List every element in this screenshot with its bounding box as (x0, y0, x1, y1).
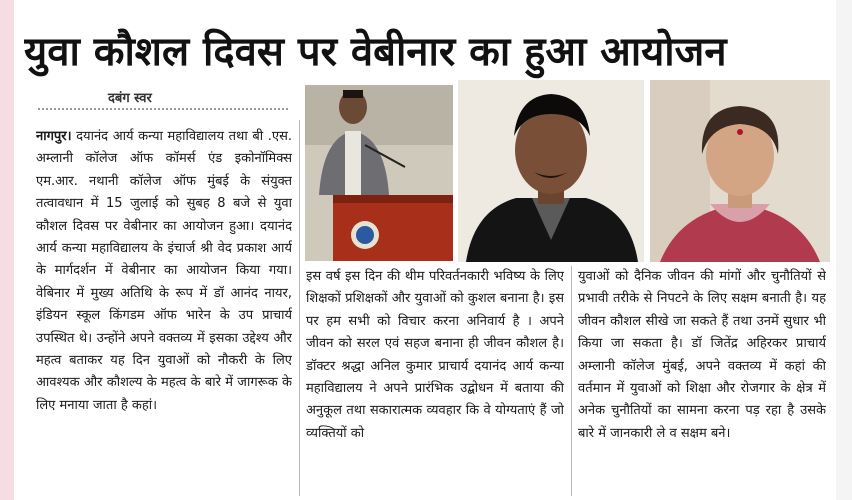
byline: दबंग स्वर (38, 88, 288, 110)
photo-portrait-man (458, 80, 644, 262)
article-column-1-text: दयानंद आर्य कन्या महाविद्यालय तथा बी .एस. अम्लानी कॉलेज ऑफ कॉमर्स एंड इकोनॉमिक्स एम.आर. नथानी कॉलेज ऑफ मुंबई के संयुक्त तत्वावधान में 15 जुलाई को सुबह 8 बजे से युवा कौशल दिवस पर वेबीनार का आयोजन हुआ। दयानंद आर्य कन्या महाविद्यालय के इंचार्ज श्री वेद प्रकाश आर्य के मार्गदर्शन में वेबीनार का आयोजन किया गया। वेबिनार में मुख्य अतिथि के रूप में डॉ आनंद नायर, इंडियन स्कूल किंगडम ऑफ भारेन के उप प्राचार्य उपस्थित थे। उन्होंने अपने वक्तव्य में इसका उद्देश्य और महत्व बताकर यह दिन युवाओं को नौकरी के लिए आवश्यक और कौशल्य के महत्व के बारे में जागरूक के लिए मनाया जाता है कहां। (36, 129, 292, 413)
dateline: नागपुर। (36, 129, 72, 144)
article-headline: युवा कौशल दिवस पर वेबीनार का हुआ आयोजन (24, 29, 727, 75)
photo-speaker-at-podium (305, 85, 453, 261)
margin-strip (0, 0, 14, 500)
article-column-3: युवाओं को दैनिक जीवन की मांगों और चुनौतियों से प्रभावी तरीके से निपटने के लिए सक्षम बनाती है। यह जीवन कौशल सीखे जा सकते हैं तथा उनमें सुधार भी किया जा सकता है। डॉ जितेंद्र अहिरकर प्राचार्य अम्लानी कॉलेज मुंबई, अपने वक्तव्य में कहां की वर्तमान में युवाओं को शिक्षा और रोजगार के क्षेत्र में अनेक चुनौतियों का सामना करना पड़ रहा है उसके बारे में जानकारी ले व सक्षम बने। (578, 269, 826, 441)
adjacent-column-edge (836, 0, 852, 500)
article-column-2: इस वर्ष इस दिन की थीम परिवर्तनकारी भविष्य के लिए शिक्षकों प्रशिक्षकों और युवाओं को कुशल बनाना है। इस पर हम सभी को विचार करना अनिवार्य है । अपने जीवन को सरल एवं सहज बनाना ही जीवन कौशल है। डॉक्टर श्रद्धा अनिल कुमार प्राचार्य दयानंद आर्य कन्या महाविद्यालय ने अपने प्रारंभिक उद्बोधन में बताया की अनुकूल तथा सकारात्मक व्यवहार कि वे योग्यताएं हैं जो व्यक्तियों को (306, 269, 564, 441)
article-column-1 (36, 126, 292, 498)
photo-portrait-woman (650, 80, 830, 262)
column-divider (299, 120, 300, 496)
column-divider (571, 266, 572, 496)
